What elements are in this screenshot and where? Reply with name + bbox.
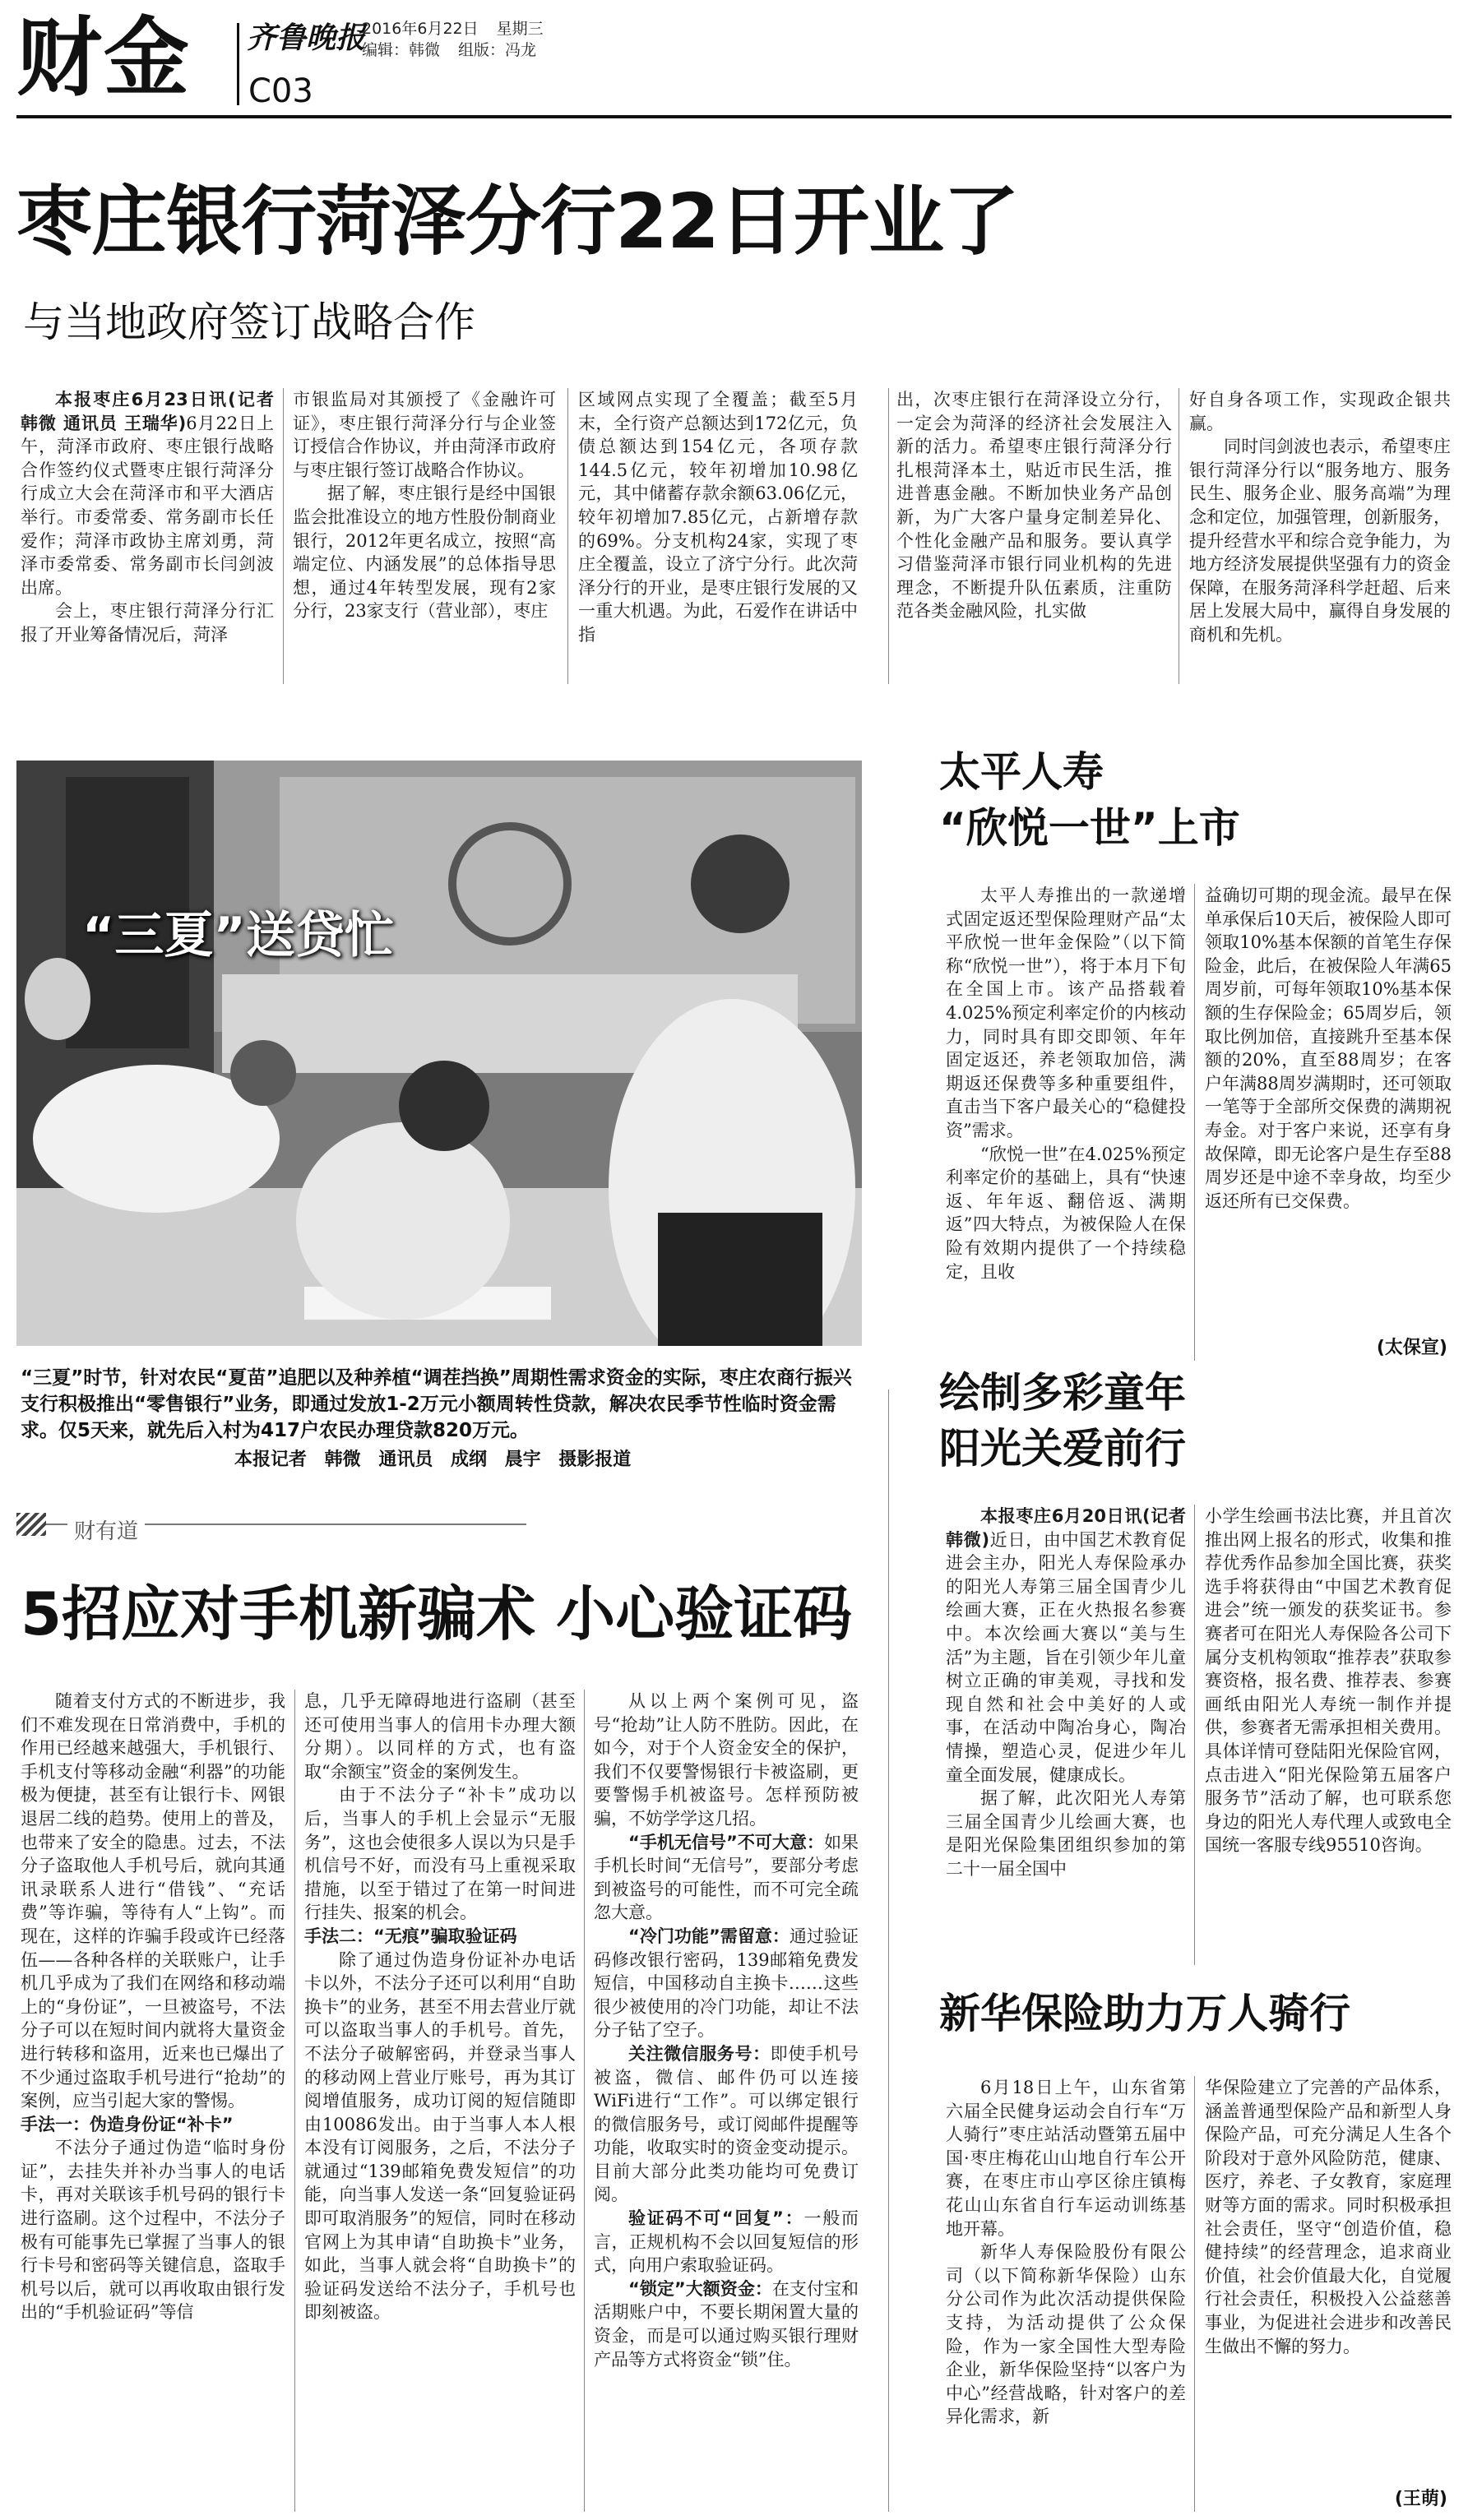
photo-title: “三夏”送贷忙	[82, 907, 394, 964]
paragraph	[946, 1505, 1186, 1787]
paragraph	[946, 1143, 1186, 1284]
taiping-title: “欣悦一世”上市	[939, 804, 1240, 852]
lead-column	[293, 388, 556, 684]
paragraph-text: 区域网点实现了全覆盖；截至5月末，全行资产总额达到172亿元，负债总额达到154亿元，各项存款144.5亿元，较年初增加10.98亿元，其中储蓄存款余额63.06亿元，较年初增加7.85亿元，占新增存款的69%。分支机构24家，实现了枣庄全覆盖，设立了济宁分行。此次菏泽分行的开业，是枣庄银行发展的又一重大机遇。为此，石爱作在讲话中指	[578, 390, 858, 645]
photo-credit: 本报记者 韩微 通讯员 成纲 晨宇 摄影报道	[234, 1450, 632, 1470]
paragraph	[21, 599, 274, 646]
paragraph-text: 据了解，此次阳光人寿第三届全国青少儿绘画大赛，也是阳光保险集团组织参加的第二十一届全国中	[946, 1788, 1186, 1879]
paragraph-text: 如果手机长时间“无信号”，要部分考虑到被盗号的可能性，而不可完全疏忽大意。	[594, 1832, 859, 1923]
column-rule	[567, 388, 568, 684]
paragraph	[1205, 2076, 1452, 2358]
paragraph	[594, 2277, 859, 2371]
subheading: “手机无信号”不可大意：	[628, 1832, 824, 1852]
subheading: 验证码不可“回复”：	[628, 2208, 804, 2229]
paragraph-text: 华保险建立了完善的产品体系，涵盖普通型保险产品和新型人身保险产品，可充分满足人生各个阶段对于意外风险防范，健康、医疗，养老、子女教育，家庭理财等方面的需求。同时积极承担社会责任，坚守“创造价值，稳健持续”的经营理念，追求商业价值，社会价值最大化，自觉履行社会责任，积极投入公益慈善事业，为促进社会进步和改善民生做出不懈的努力。	[1205, 2078, 1452, 2356]
paragraph-text: 6月22日上午，菏泽市政府、枣庄银行战略合作签约仪式暨枣庄银行菏泽分行成立大会在菏泽市和平大酒店举行。市委常委、常务副市长任爱作；菏泽市政协主席刘勇，菏泽市委常委、常务副市长闫剑波出席。	[21, 413, 274, 598]
newspaper-logo: 齐鲁晚报	[247, 21, 366, 55]
column-tag: 财有道	[67, 1514, 145, 1545]
lead-headline: 枣庄银行菏泽分行22日开业了	[16, 178, 1019, 266]
paragraph-text: 随着支付方式的不断进步，我们不难发现在日常消费中，手机的作用已经越来越强大，手机银行、手机支付等移动金融“利器”的功能极为便捷，甚至有让银行卡、网银退居二线的趋势。使用上的普及，也带来了安全的隐患。过去，不法分子盗取他人手机号后，就向其通讯录联系人进行“借钱”、“充话费”等诈骗，等待有人“上钩”。而现在，这样的诈骗手段或许已经落伍——各种各样的关联账户，让手机几乎成为了我们在网络和移动端上的“身份证”，一旦被盗号，不法分子可以在短时间内就将大量资金进行转移和盗用，近来也已爆出了不少通过盗取手机号进行“抢劫”的案例，应当引起大家的警惕。	[21, 1691, 285, 2111]
lead-subhead: 与当地政府签订战略合作	[23, 298, 475, 346]
column-rule	[584, 1690, 585, 2512]
paragraph-text: 益确切可期的现金流。最早在保单承保后10天后，被保险人即可领取10%基本保额的首笔生存保险金，此后，在被保险人年满65周岁前，可每年领取10%基本保额的生存保险金；65周岁后，领取比例加倍，直接跳升至基本保额的20%，直至88周岁；在客户年满88周岁满期时，还可领取一笔等于全部所交保费的满期祝寿金。对于客户来说，还享有身故保障，即无论客户是生存至88周岁还是中途不幸身故，均至少返还所有已交保费。	[1205, 885, 1452, 1211]
paragraph	[946, 2240, 1186, 2429]
taiping-column	[946, 884, 1186, 1357]
taiping-title: 太平人寿	[939, 748, 1104, 796]
paragraph	[304, 1783, 576, 1925]
column-rule	[294, 1690, 295, 2512]
masthead-divider	[237, 23, 239, 105]
subheading: 关注微信服务号：	[628, 2043, 771, 2064]
issue-date: 2016年6月22日	[362, 20, 479, 38]
photo-illustration	[16, 761, 862, 1346]
paragraph	[21, 1690, 285, 2113]
paragraph	[21, 2136, 285, 2324]
paragraph	[1205, 1505, 1452, 1857]
paragraph	[594, 2207, 859, 2277]
paragraph-text: 市银监局对其颁授了《金融许可证》，枣庄银行菏泽分行与企业签订授信合作协议，并由菏泽市政府与枣庄银行签订战略合作协议。	[293, 390, 556, 480]
paragraph	[1205, 884, 1452, 1213]
paragraph-text: 太平人寿推出的一款递增式固定返还型保险理财产品“太平欣悦一世年金保险”（以下简称“欣悦一世”），将于本月下旬在全国上市。该产品搭载着4.025%预定利率定价的内核动力，同时具有即交即领、年年固定返还，养老领取加倍，满期返还保费等多种重要组件，直击当下客户最关心的“稳健投资”需求。	[946, 885, 1186, 1140]
subheading: “锁定”大额资金：	[628, 2278, 772, 2299]
art-column	[1205, 1505, 1452, 1965]
news-photo	[16, 761, 862, 1346]
paragraph-text: 在支付宝和活期账户中，不要长期闲置大量的资金，而是可以通过购买银行理财产品等方式将资金“锁”住。	[594, 2278, 859, 2370]
paragraph-text: 一般而言，正规机构不会以回复短信的形式，向用户索取验证码。	[594, 2208, 859, 2276]
lead-column	[896, 388, 1172, 684]
scam-headline: 5招应对手机新骗术 小心验证码	[21, 1579, 853, 1648]
paragraph	[594, 2042, 859, 2207]
paragraph	[293, 388, 556, 482]
paragraph	[578, 388, 858, 647]
masthead-rule	[16, 115, 1452, 118]
paragraph	[594, 1831, 859, 1925]
scam-column	[21, 1690, 285, 2512]
scam-column	[594, 1690, 859, 2512]
xinhua-byline: (王萌)	[1394, 2489, 1447, 2509]
paragraph-text: 近日，由中国艺术教育促进会主办，阳光人寿保险承办的阳光人寿第三届全国青少儿绘画大赛，正在火热报名参赛中。本次绘画大赛以“美与生活”为主题，旨在引领少年儿童树立正确的审美观，寻找和发现自然和社会中美好的人或事，在活动中陶冶身心，陶冶情操，塑造心灵，促进少年儿童全面发展，健康成长。	[946, 1529, 1186, 1785]
art-column	[946, 1505, 1186, 1965]
paragraph-text: 好自身各项工作，实现政企银共赢。	[1189, 390, 1451, 433]
paragraph	[21, 2113, 285, 2137]
page-number: C03	[248, 72, 313, 110]
paragraph-text: 6月18日上午，山东省第六届全民健身运动会自行车“万人骑行”枣庄站活动暨第五届中国·枣庄梅花山山地自行车公开赛，在枣庄市山亭区徐庄镇梅花山山东省自行车运动训练基地开幕。	[946, 2078, 1186, 2239]
lead-column	[21, 388, 274, 684]
paragraph	[594, 1925, 859, 2042]
paragraph	[946, 1787, 1186, 1880]
paragraph-text: 由于不法分子“补卡”成功以后，当事人的手机上会显示“无服务”，这也会使很多人误以为只是手机信号不好，而没有马上重视采取措施，以至于错过了在第一时间进行挂失、报案的机会。	[304, 1785, 576, 1923]
photo-caption: “三夏”时节，针对农民“夏苗”追肥以及种养植“调茬挡换”周期性需求资金的实际，枣庄农商行振兴支行积极推出“零售银行”业务，即通过发放1-2万元小额周转性贷款，解决农民季节性临时资金需求。仅5天来，就先后入村为417户农民办理贷款820万元。	[21, 1367, 852, 1441]
taiping-column	[1205, 884, 1452, 1328]
issue-weekday: 星期三	[496, 20, 544, 38]
paragraph-text: 出，次枣庄银行在菏泽设立分行，一定会为菏泽的经济社会发展注入新的活力。希望枣庄银行菏泽分行扎根菏泽本土，贴近市民生活，推进普惠金融。不断加快业务产品创新，为广大客户量身定制差异化、个性化金融产品和服务。要认真学习借鉴菏泽市银行同业机构的先进理念，不断提升队伍素质，注重防范各类金融风险，扎实做	[896, 390, 1172, 622]
paragraph	[304, 1925, 576, 1949]
subheading: 手法二：“无痕”骗取验证码	[304, 1926, 517, 1946]
paragraph-text: 同时闫剑波也表示，希望枣庄银行菏泽分行以“服务地方、服务民生、服务企业、服务高端”为理念和定位，加强管理，创新服务，提升经营水平和综合竞争能力，为地方经济发展提供坚强有力的资金保障，在服务菏泽科学赶超、后来居上发展大局中，赢得自身发展的商机和先机。	[1189, 437, 1451, 645]
paragraph-text: 会上，枣庄银行菏泽分行汇报了开业筹备情况后，菏泽	[21, 601, 274, 645]
paragraph-text: 从以上两个案例可见，盗号“抢劫”让人防不胜防。因此，在如今，对于个人资金安全的保护，我们不仅要警惕银行卡被盗刷，更要警惕手机被盗号。怎样预防被骗，不妨学学这几招。	[594, 1691, 859, 1829]
paragraph	[304, 1949, 576, 2325]
lead-column	[1189, 388, 1451, 684]
taiping-byline: (太保宣)	[1376, 1338, 1447, 1358]
paragraph	[946, 884, 1186, 1143]
section-title: 财金	[16, 7, 192, 108]
column-rule	[888, 1389, 889, 2512]
paragraph-text: 小学生绘画书法比赛，并且首次推出网上报名的形式，收集和推荐优秀作品参加全国比赛，获奖选手将获得由“中国艺术教育促进会”统一颁发的获奖证书。参赛者可在阳光人寿保险各公司下属分支机构领取“推荐表”获取参赛资格，报名费、推荐表、参赛画纸由阳光人寿统一制作并提供，参赛者无需承担相关费用。具体详情可登陆阳光保险官网，点击进入“阳光保险第五届客户服务节”活动了解，也可联系您身边的阳光人寿代理人或致电全国统一客服专线95510咨询。	[1205, 1506, 1452, 1856]
subheading: 手法一：伪造身份证“补卡”	[21, 2114, 234, 2134]
column-rule	[1194, 884, 1195, 1361]
paragraph	[21, 388, 274, 599]
paragraph-text: 即使手机号被盗，微信、邮件仍可以连接WiFi进行“工作”。可以绑定银行的微信服务号，或订阅邮件提醒等功能，收取实时的资金变动提示。目前大部分此类功能均可免费订阅。	[594, 2043, 859, 2205]
column-rule	[888, 388, 889, 684]
column-rule	[1194, 2076, 1195, 2512]
column-tag-mark	[16, 1513, 46, 1536]
paragraph	[1189, 388, 1451, 435]
paragraph	[946, 2076, 1186, 2240]
art-title: 绘制多彩童年	[939, 1369, 1186, 1417]
xinhua-column	[946, 2076, 1186, 2512]
xinhua-column	[1205, 2076, 1452, 2479]
column-rule	[1194, 1505, 1195, 1965]
dateline: 本报枣庄6月23日讯(记者 韩微 通讯员 王瑞华)	[21, 390, 274, 433]
art-title: 阳光关爱前行	[939, 1425, 1186, 1473]
paragraph-text: 不法分子通过伪造“临时身份证”，去挂失并补办当事人的电话卡，再对关联该手机号码的银行卡进行盗刷。这个过程中，不法分子极有可能事先已掌握了当事人的银行卡号和密码等关键信息，盗取手机号以后，就可以再收取由银行发出的“手机验证码”等信	[21, 2138, 285, 2323]
paragraph	[896, 388, 1172, 623]
paragraph-text: 新华人寿保险股份有限公司（以下简称新华保险）山东分公司作为此次活动提供保险支持，为活动提供了公众保险，作为一家全国性大型寿险企业，新华保险坚持“以客户为中心”经营战略，针对客户的差异化需求，新	[946, 2242, 1186, 2427]
paragraph	[1189, 435, 1451, 646]
paragraph	[293, 482, 556, 623]
dateline: 本报枣庄6月20日讯(记者 韩微)	[946, 1506, 1186, 1550]
paragraph	[304, 1690, 576, 1783]
layout-credit: 组版：冯龙	[458, 41, 537, 59]
paragraph	[594, 1690, 859, 1831]
paragraph-text: 通过验证码修改银行密码，139邮箱免费发短信，中国移动自主换卡……这些很少被使用的冷门功能，却让不法分子钻了空子。	[594, 1926, 859, 2041]
paragraph-text: 据了解，枣庄银行是经中国银监会批准设立的地方性股份制商业银行，2012年更名成立，按照“高端定位、内涵发展”的总体指导思想，通过4年转型发展，现有2家分行，23家支行（营业部），枣庄	[293, 483, 556, 622]
scam-column	[304, 1690, 576, 2512]
paragraph-text: 息，几乎无障碍地进行盗刷（甚至还可使用当事人的信用卡办理大额分期）。以同样的方式，也有盗取“余额宝”资金的案例发生。	[304, 1691, 576, 1782]
editor-credit: 编辑：韩微	[362, 41, 441, 59]
column-rule	[283, 388, 284, 684]
xinhua-title: 新华保险助力万人骑行	[939, 1990, 1350, 2037]
paragraph-text: “欣悦一世”在4.025%预定利率定价的基础上，具有“快速返、年年返、翻倍返、满期返”四大特点，为被保险人在保险有效期内提供了一个持续稳定，且收	[946, 1144, 1186, 1282]
masthead-meta	[362, 18, 562, 61]
lead-column	[578, 388, 858, 684]
subheading: “冷门功能”需留意：	[628, 1926, 790, 1946]
paragraph-text: 除了通过伪造身份证补办电话卡以外，不法分子还可以利用“自助换卡”的业务，甚至不用去营业厅就可以盗取当事人的手机号。首先，不法分子破解密码，并登录当事人的移动网上营业厅账号，再为其订阅增值服务，成功订阅的短信随即由10086发出。由于当事人本人根本没有订阅服务，之后，不法分子就通过“139邮箱免费发短信”的功能，向当事人发送一条“回复验证码即可取消服务”的短信，同时在移动官网上为其申请“自助换卡”业务，如此，当事人就会将“自助换卡”的验证码发送给不法分子，手机号也即刻被盗。	[304, 1949, 576, 2323]
